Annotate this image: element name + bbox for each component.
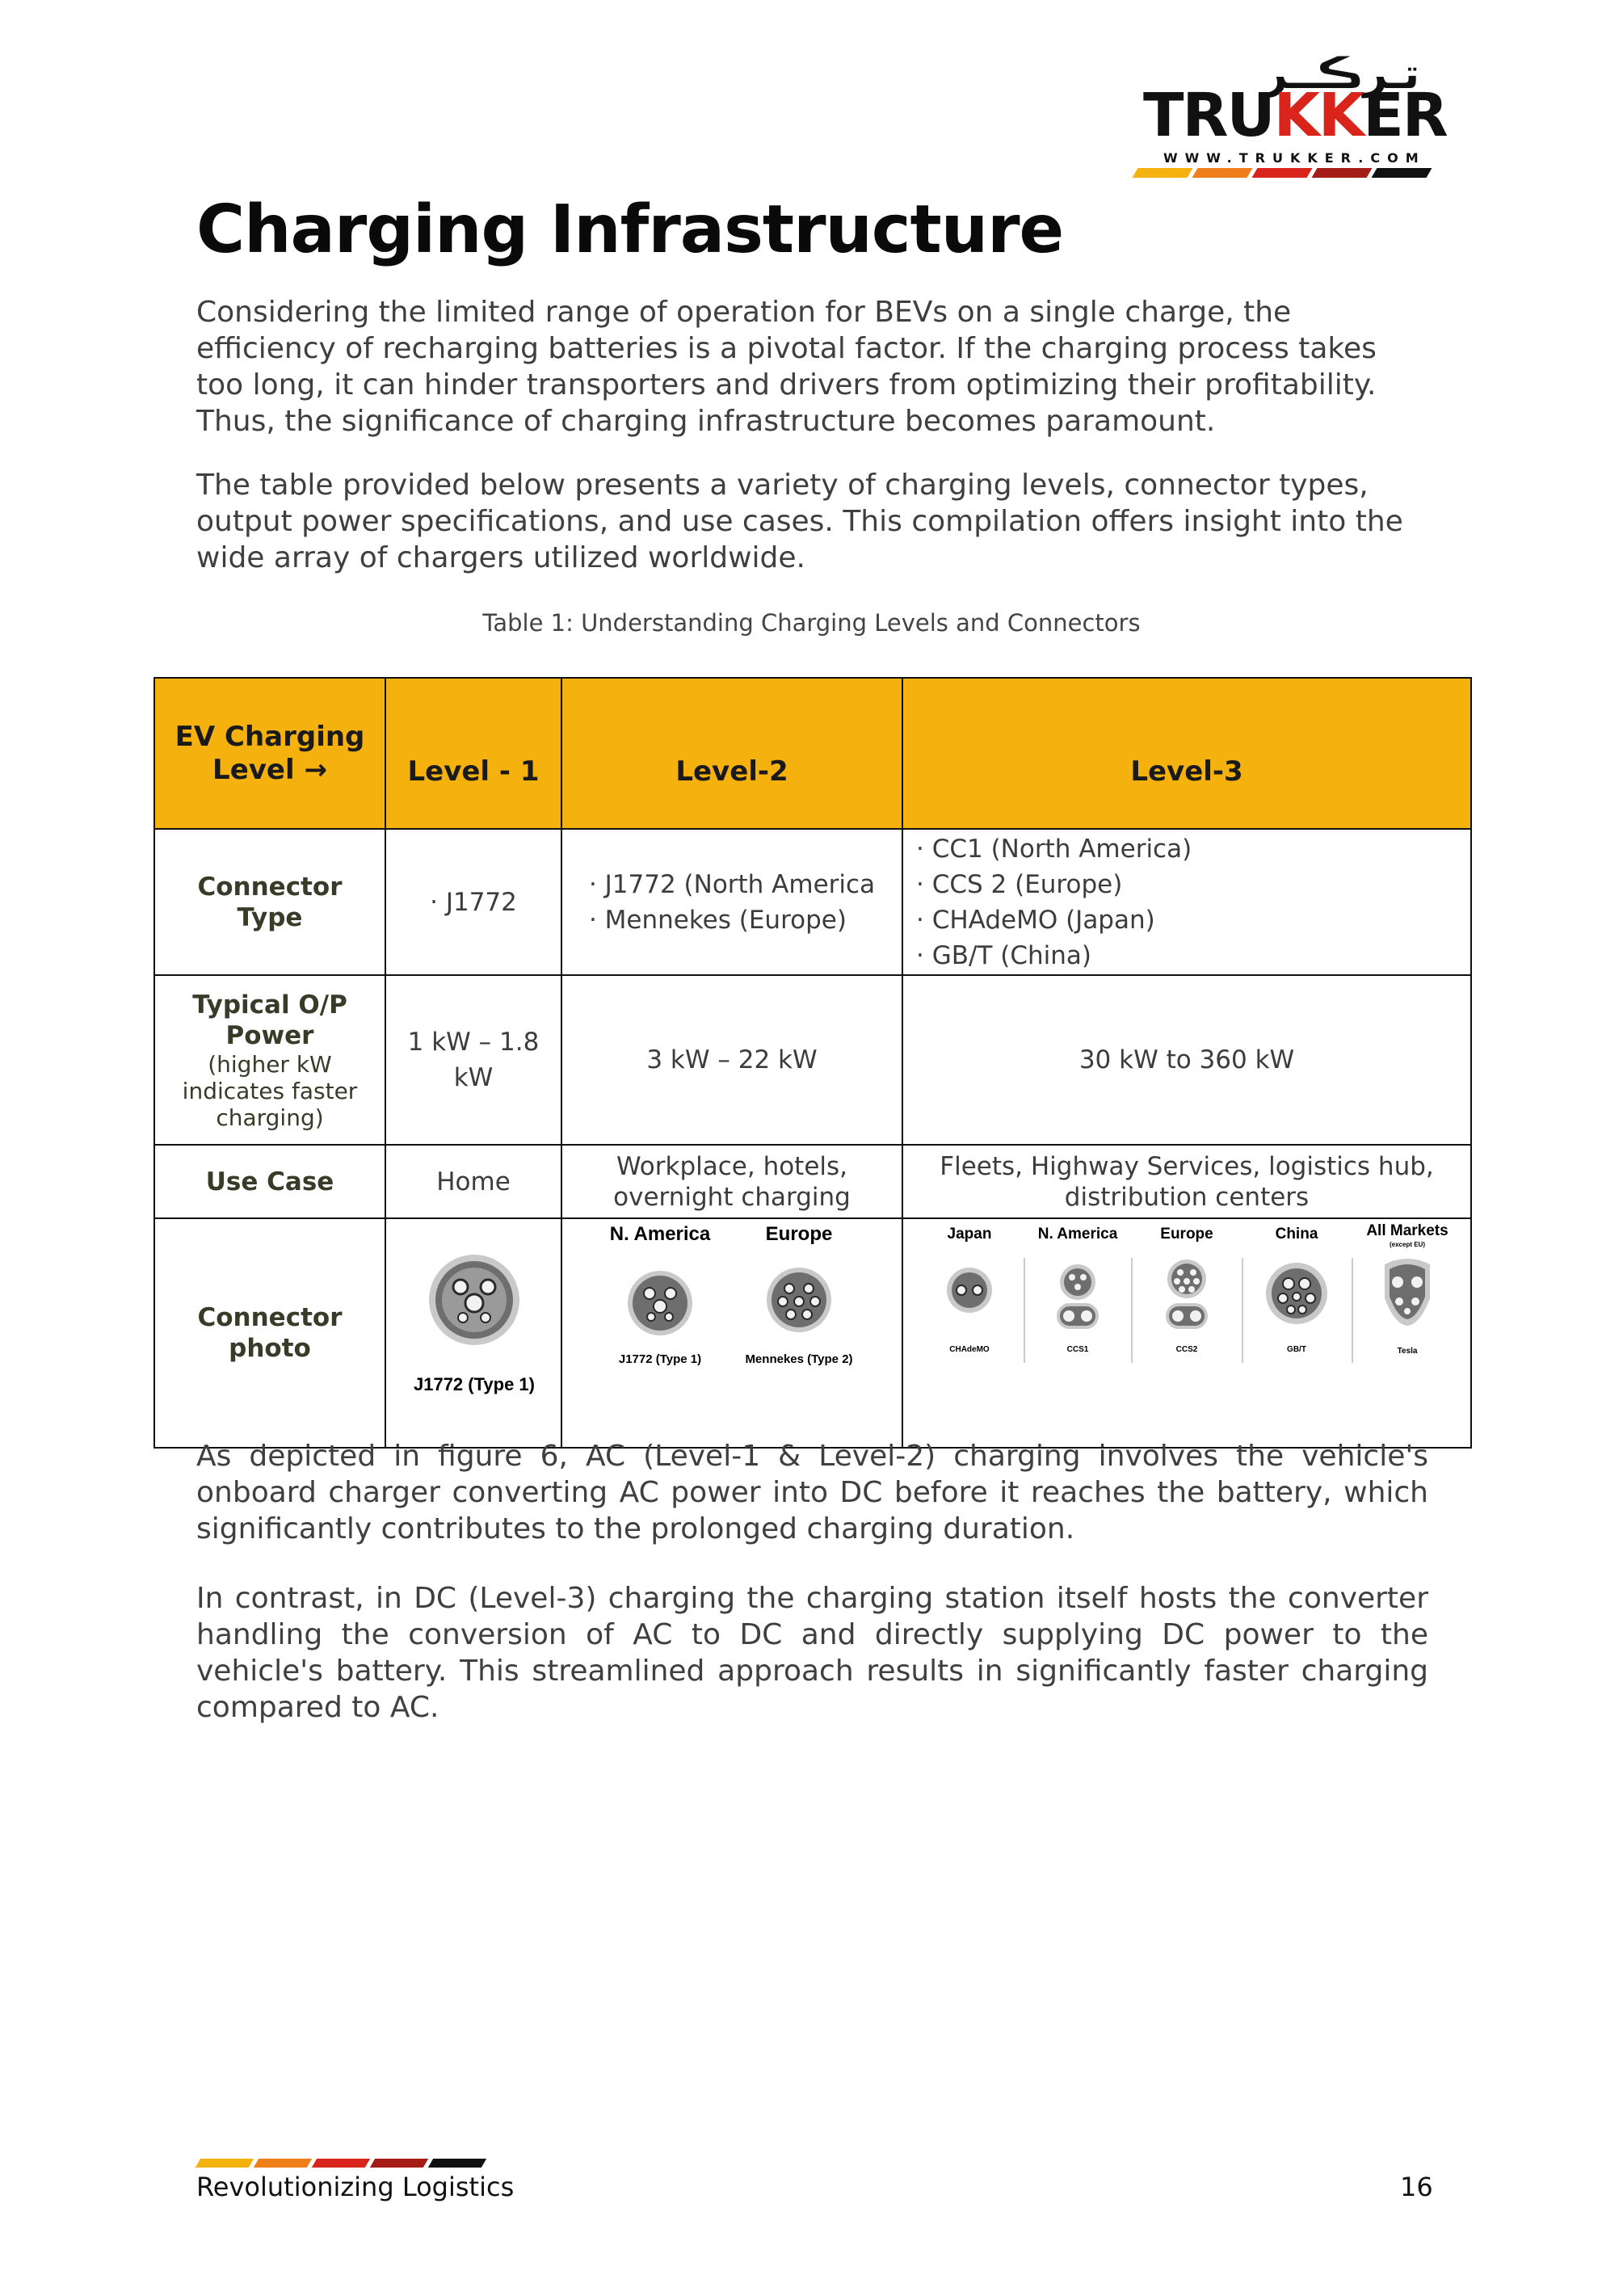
cell-level2-power: 3 kW – 22 kW (561, 975, 902, 1145)
footer-stripe (196, 2159, 254, 2168)
photo-caption: GB/T (1287, 1345, 1306, 1354)
region-note: (except EU) (1389, 1241, 1426, 1248)
cell-level1-use-case: Home (385, 1145, 561, 1218)
header-level-3: Level-3 (902, 678, 1471, 829)
logo-stripe (1133, 168, 1193, 178)
photo-caption: Tesla (1397, 1347, 1418, 1356)
logo-wordmark (1143, 81, 1447, 150)
row-label-power (154, 975, 385, 1145)
row-label-connector-photo (154, 1218, 385, 1448)
row-label-connector-type (154, 829, 385, 975)
table-intro-paragraph: The table provided below presents a variety of charging levels, connector types, output power specifications, and use cases. This compilation offers insight into the wide array of chargers utilized worldwide. (196, 469, 1403, 574)
region-label: N. America (609, 1223, 711, 1245)
logo-wordmark-kk: KK (1273, 81, 1364, 150)
logo-wordmark-post: ER (1363, 81, 1447, 150)
cell-level3-power: 30 kW to 360 kW (902, 975, 1471, 1145)
list-item: · CCS 2 (Europe) (916, 869, 1123, 899)
connector-list (916, 831, 1192, 973)
ccs1-plug-icon (1058, 1264, 1097, 1327)
use-case-line: Workplace, hotels, (616, 1151, 848, 1181)
footer-stripe (312, 2159, 370, 2168)
photo-caption: J1772 (Type 1) (413, 1374, 536, 1394)
cell-level1-photo (385, 1218, 561, 1448)
cell-level2-photo (561, 1218, 902, 1448)
logo-stripe (1312, 168, 1373, 178)
j1772-plug-icon (628, 1271, 692, 1335)
chademo-plug-icon (947, 1268, 992, 1313)
page-title: Charging Infrastructure (196, 191, 1064, 268)
footer-stripes (198, 2159, 484, 2168)
header-corner (154, 678, 385, 829)
header-corner-line2: Level → (212, 753, 327, 786)
list-item: · J1772 (North America (588, 869, 876, 899)
logo-stripe (1192, 168, 1253, 178)
table-row-connector-type (154, 829, 1471, 975)
trukker-logo (1135, 50, 1447, 171)
table-row-power (154, 975, 1471, 1145)
row-label-line: Power (225, 1020, 314, 1050)
level3-connectors-image (903, 1219, 1472, 1437)
use-case-line: distribution centers (1064, 1182, 1310, 1212)
footer-stripe (254, 2159, 312, 2168)
logo-stripe (1252, 168, 1313, 178)
page-number: 16 (1400, 2172, 1433, 2202)
header-corner-line1: EV Charging (174, 720, 365, 753)
table-row-use-case (154, 1145, 1471, 1218)
row-label-line: Connector (197, 1303, 343, 1332)
cell-level2-connector (561, 829, 902, 975)
cell-level2-use-case (561, 1145, 902, 1218)
footer-stripe (428, 2159, 486, 2168)
cell-level1-connector: · J1772 (385, 829, 561, 975)
level2-connectors-image (562, 1219, 903, 1437)
photo-caption: CCS2 (1175, 1345, 1198, 1354)
region-label: Europe (765, 1223, 833, 1245)
power-value-line: kW (453, 1063, 494, 1092)
mennekes-plug-icon (767, 1268, 831, 1332)
table-caption: Table 1: Understanding Charging Levels and Connectors (482, 609, 1141, 637)
region-label: China (1275, 1226, 1318, 1243)
row-label-line: Type (237, 902, 303, 932)
table-header-row (154, 678, 1471, 829)
row-label-line: Typical O/P (192, 990, 347, 1020)
header-level-2: Level-2 (561, 678, 902, 829)
list-item: · CHAdeMO (Japan) (916, 905, 1155, 935)
tesla-plug-icon (1385, 1259, 1430, 1326)
dc-charging-paragraph: In contrast, in DC (Level-3) charging the charging station itself hosts the converter handling the conversion of AC to DC and directly supplying DC power to the vehicle's battery. This streamlined approach results in significantly faster charging compared to AC. (196, 1582, 1428, 1724)
list-item: · Mennekes (Europe) (588, 905, 847, 935)
region-label: Japan (947, 1226, 992, 1243)
row-label-line: Connector (197, 872, 343, 902)
cell-level3-photo (902, 1218, 1471, 1448)
photo-caption: CCS1 (1066, 1345, 1089, 1354)
list-item: · CC1 (North America) (916, 834, 1192, 864)
cell-level3-connector (902, 829, 1471, 975)
intro-paragraph: Considering the limited range of operation for BEVs on a single charge, the efficiency of recharging batteries is a pivotal factor. If the charging process takes too long, it can hinder transporters and drivers from optimizing their profitability. Thus, the significance of charging infrastructure becomes paramount. (196, 296, 1377, 438)
list-item: · GB/T (China) (916, 940, 1091, 970)
region-label: N. America (1037, 1226, 1118, 1243)
row-label-use-case: Use Case (154, 1145, 385, 1218)
gbt-plug-icon (1266, 1263, 1327, 1324)
photo-caption: J1772 (Type 1) (618, 1352, 702, 1366)
row-label-note: (higher kW indicates faster charging) (182, 1050, 358, 1131)
region-label: All Markets (1366, 1222, 1449, 1239)
use-case-line: overnight charging (613, 1182, 851, 1212)
ccs2-plug-icon (1167, 1259, 1206, 1327)
footer-tagline: Revolutionizing Logistics (196, 2172, 515, 2202)
footer-stripe (370, 2159, 428, 2168)
cell-level3-use-case (902, 1145, 1471, 1218)
logo-url: WWW.TRUKKER.COM (1163, 150, 1426, 166)
ac-charging-paragraph: As depicted in figure 6, AC (Level-1 & Level-2) charging involves the vehicle's onboard charger converting AC power into DC before it reaches the battery, which significantly contributes to the prolonged charging duration. (196, 1440, 1428, 1545)
region-label: Europe (1160, 1226, 1213, 1243)
logo-arabic-text: تـرڪــر (1263, 50, 1419, 99)
charging-levels-table (153, 677, 1472, 1449)
logo-wordmark-pre: TRU (1143, 81, 1274, 150)
cell-level1-power (385, 975, 561, 1145)
logo-stripes (1135, 168, 1429, 178)
use-case-line: Fleets, Highway Services, logistics hub, (940, 1151, 1434, 1181)
connector-list (589, 867, 875, 938)
photo-caption: CHAdeMO (949, 1345, 990, 1354)
logo-stripe (1372, 168, 1432, 178)
photo-caption: Mennekes (Type 2) (745, 1352, 853, 1366)
table-row-connector-photo (154, 1218, 1471, 1448)
row-label-line: photo (229, 1334, 311, 1363)
header-level-1: Level - 1 (385, 678, 561, 829)
j1772-connector-image (386, 1219, 562, 1437)
power-value-line: 1 kW – 1.8 (407, 1028, 540, 1057)
